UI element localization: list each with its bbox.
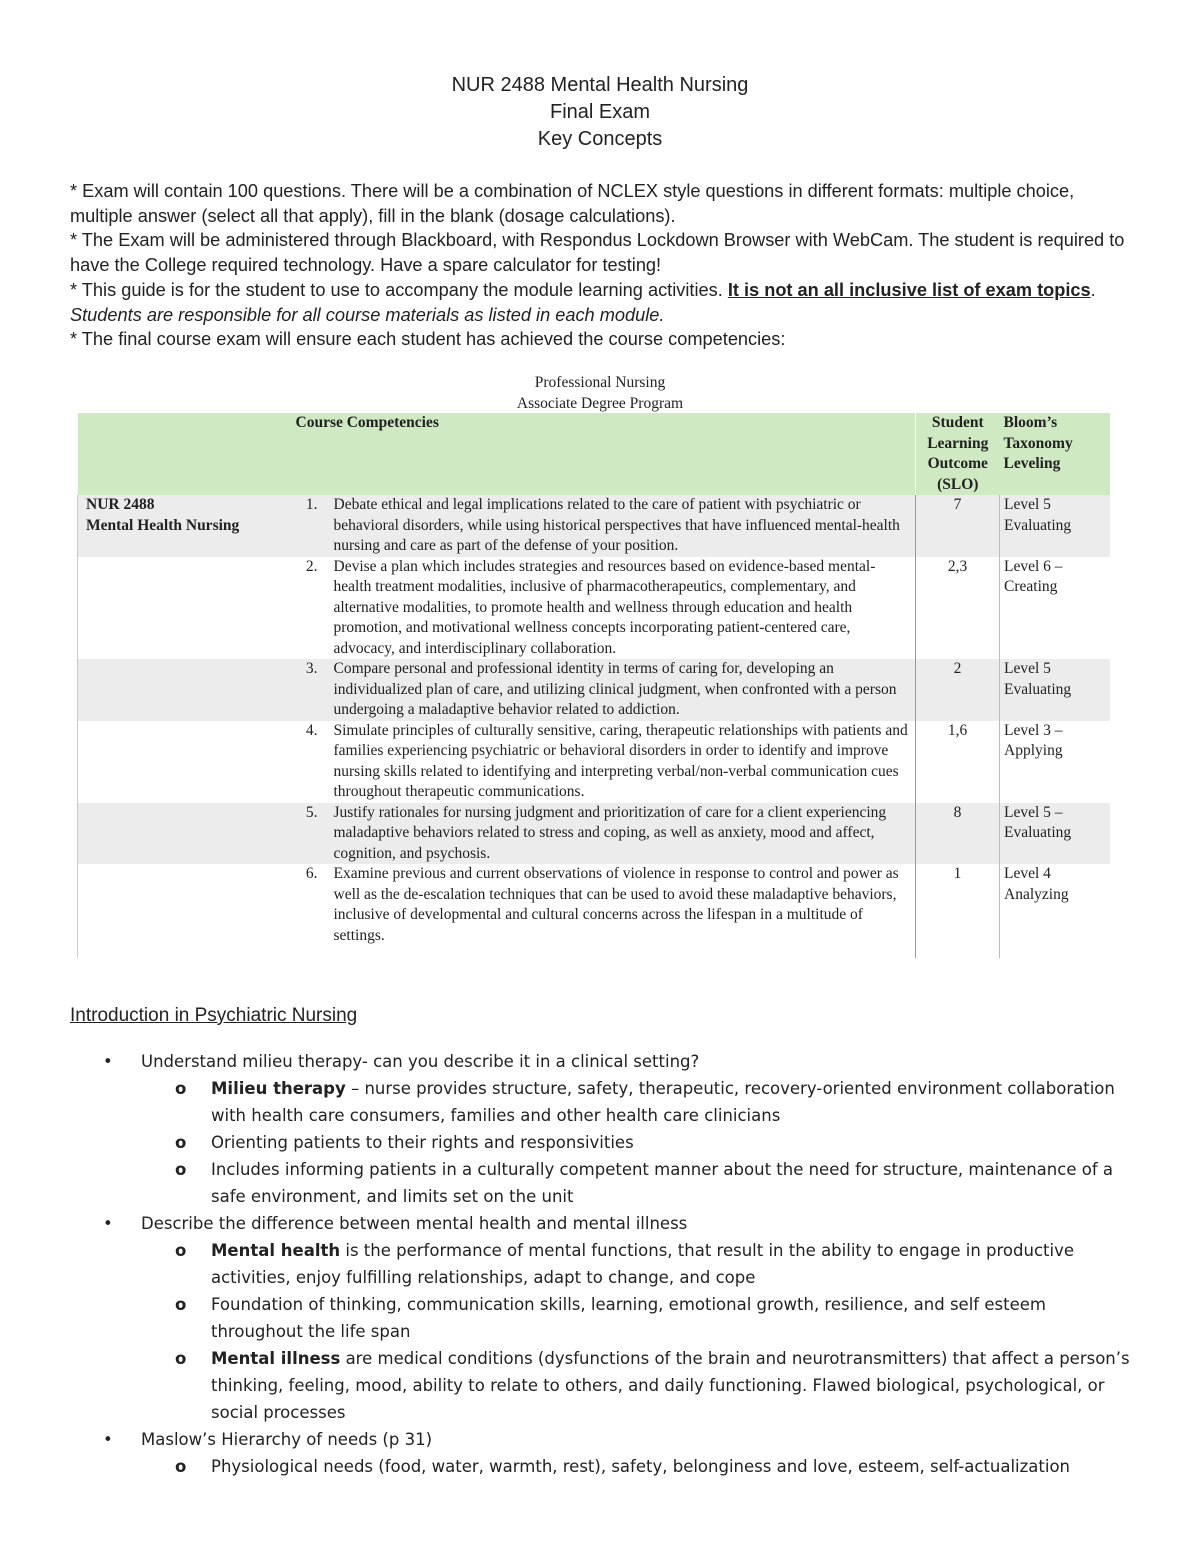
intro-note-3-bold: It is not an all inclusive list of exam topics	[727, 279, 1091, 300]
bloom-level: Level 5 – Evaluating	[1000, 803, 1110, 865]
section-title: Introduction in Psychiatric Nursing	[70, 1005, 358, 1026]
table-row	[78, 803, 1110, 865]
sub-bullet-icon: o	[175, 1241, 187, 1260]
table-row	[78, 864, 1110, 958]
bloom-level: Level 3 – Applying	[1004, 721, 1063, 759]
slo-value: 2	[916, 659, 1000, 721]
course-code: NUR 2488	[86, 496, 155, 513]
term-mental-illness: Mental illness	[211, 1349, 341, 1368]
table-row	[78, 721, 1110, 803]
competency-text: Justify rationales for nursing judgment and prioritization of care for a client experiencing maladaptive behaviors related to stress and coping, as well as anxiety, mood and affect, cognition, and psychosis.	[330, 803, 916, 865]
sub-bullet-icon: o	[175, 1457, 187, 1476]
list-subitem	[0, 1156, 1200, 1210]
competency-number: 5.	[296, 803, 330, 865]
bloom-level: Level 5 Evaluating	[1000, 659, 1110, 721]
competency-number: 6.	[305, 865, 318, 882]
bullet-icon: •	[103, 1052, 113, 1071]
table-header-row	[78, 413, 1110, 495]
competency-number: 1.	[296, 495, 330, 557]
bullet-icon: •	[103, 1214, 113, 1233]
competency-text: Examine previous and current observations of violence in response to control and power as well as the de-escalation techniques that can be used to avoid these maladaptive behaviors, inclusive of developmental and cultural concerns across the lifespan in a multitude of settings.	[333, 865, 899, 944]
list-item-text: Physiological needs (food, water, warmth, rest), safety, belonginess and love, esteem, self-actualization	[211, 1457, 1070, 1476]
sub-bullet-icon: o	[175, 1079, 187, 1098]
intro-note-2: * The Exam will be administered through Blackboard, with Respondus Lockdown Browser with WebCam. The student is required to have the College required technology. Have a spare calculator for testing!	[70, 230, 1125, 276]
sub-bullet-icon: o	[175, 1160, 187, 1179]
slo-value: 8	[916, 803, 1000, 865]
intro-note-3	[70, 278, 1130, 327]
list-item-text: are medical conditions (dysfunctions of the brain and neurotransmitters) that affect a person’s thinking, feeling, mood, ability to relate to others, and daily functioning. Flawed biological, psychological, or social processes	[211, 1349, 1130, 1422]
key-concepts-list	[0, 1048, 1200, 1480]
competency-text: Simulate principles of culturally sensitive, caring, therapeutic relationships with patients and families experiencing psychiatric or behavioral disorders in order to identify and improve nursing skills related to identifying and interpreting verbal/non-verbal communication cues throughout therapeutic communications.	[333, 721, 908, 800]
list-subitem	[0, 1453, 1200, 1480]
header-slo: Student Learning Outcome (SLO)	[916, 413, 1000, 495]
intro-note-3-start: * This guide is for the student to use to accompany the module learning activities.	[70, 279, 728, 300]
exam-title: Final Exam	[549, 101, 651, 123]
sub-bullet-icon: o	[175, 1295, 187, 1314]
list-item	[0, 1426, 1200, 1453]
sub-bullet-icon: o	[175, 1133, 187, 1152]
list-item	[0, 1048, 1200, 1075]
program-degree: Associate Degree Program	[516, 395, 684, 412]
list-item-text: Understand milieu therapy- can you describe it in a clinical setting?	[141, 1052, 700, 1071]
bloom-level: Level 5 Evaluating	[1000, 495, 1110, 557]
competency-text: Compare personal and professional identity in terms of caring for, developing an individualized plan of care, and utilizing clinical judgment, when confronted with a person undergoing a maladaptive behavior related to addiction.	[330, 659, 916, 721]
slo-value: 1,6	[916, 721, 1000, 803]
intro-notes	[70, 179, 1130, 352]
list-subitem	[0, 1291, 1200, 1345]
list-item-text: Orienting patients to their rights and responsivities	[211, 1133, 634, 1152]
competency-number: 3.	[296, 659, 330, 721]
document-header	[0, 72, 1200, 153]
list-item-text: Maslow’s Hierarchy of needs (p 31)	[141, 1430, 433, 1449]
list-item-text: Foundation of thinking, communication skills, learning, emotional growth, resilience, and self esteem throughout the life span	[211, 1295, 1046, 1341]
table-row	[78, 557, 1110, 660]
intro-note-1: * Exam will contain 100 questions. There will be a combination of NCLEX style questions in different formats: multiple choice, multiple answer (select all that apply), fill in the blank (dosage calculations).	[70, 181, 1075, 226]
header-bloom: Bloom’s Taxonomy Leveling	[1000, 413, 1110, 495]
intro-note-3-mid: .	[1090, 279, 1096, 300]
term-milieu-therapy: Milieu therapy	[211, 1079, 346, 1098]
list-subitem	[0, 1237, 1200, 1291]
list-subitem	[0, 1129, 1200, 1156]
list-item-text: Describe the difference between mental health and mental illness	[141, 1214, 688, 1233]
intro-note-4: * The final course exam will ensure each student has achieved the course competencies:	[70, 329, 786, 350]
list-item-text: – nurse provides structure, safety, therapeutic, recovery-oriented environment collaboration with health care consumers, families and other health care clinicians	[211, 1079, 1115, 1125]
doc-subtitle: Key Concepts	[537, 128, 663, 150]
list-item-text: is the performance of mental functions, that result in the ability to engage in productive activities, enjoy fulfilling relationships, adapt to change, and cope	[211, 1241, 1075, 1287]
term-mental-health: Mental health	[211, 1241, 341, 1260]
competency-number: 4.	[305, 721, 318, 739]
intro-note-3-italic: Students are responsible for all course materials as listed in each module.	[70, 304, 665, 325]
sub-bullet-icon: o	[175, 1349, 187, 1368]
competency-number: 2.	[305, 557, 318, 575]
competencies-table	[77, 413, 1110, 958]
bloom-level: Level 4 Analyzing	[1004, 865, 1069, 903]
slo-value: 2,3	[916, 557, 1000, 660]
competency-text: Devise a plan which includes strategies and resources based on evidence-based mental-health treatment modalities, inclusive of pharmacotherapeutics, complementary, and alternative modalities, to promote health and wellness through education and health promotion, and motivational wellness concepts incorporating patient-centered care, advocacy, and interdisciplinary collaboration.	[333, 557, 876, 657]
bloom-level: Level 6 – Creating	[1004, 557, 1063, 595]
competency-text: Debate ethical and legal implications related to the care of patient with psychiatric or behavioral disorders, while using historical perspectives that have influenced mental-health nursing and care as part of the defense of your position.	[330, 495, 916, 557]
course-title: NUR 2488 Mental Health Nursing	[451, 74, 749, 96]
list-subitem	[0, 1345, 1200, 1426]
course-name: Mental Health Nursing	[86, 516, 240, 534]
table-row	[78, 495, 1110, 557]
table-row	[78, 659, 1110, 721]
slo-value: 1	[916, 864, 1000, 958]
list-item	[0, 1210, 1200, 1237]
program-name: Professional Nursing	[534, 374, 666, 391]
course-cell	[78, 495, 296, 557]
list-subitem	[0, 1075, 1200, 1129]
bullet-icon: •	[103, 1430, 113, 1449]
slo-value: 7	[916, 495, 1000, 557]
header-competencies: Course Competencies	[296, 413, 916, 495]
list-item-text: Includes informing patients in a culturally competent manner about the need for structure, maintenance of a safe environment, and limits set on the unit	[211, 1160, 1113, 1206]
